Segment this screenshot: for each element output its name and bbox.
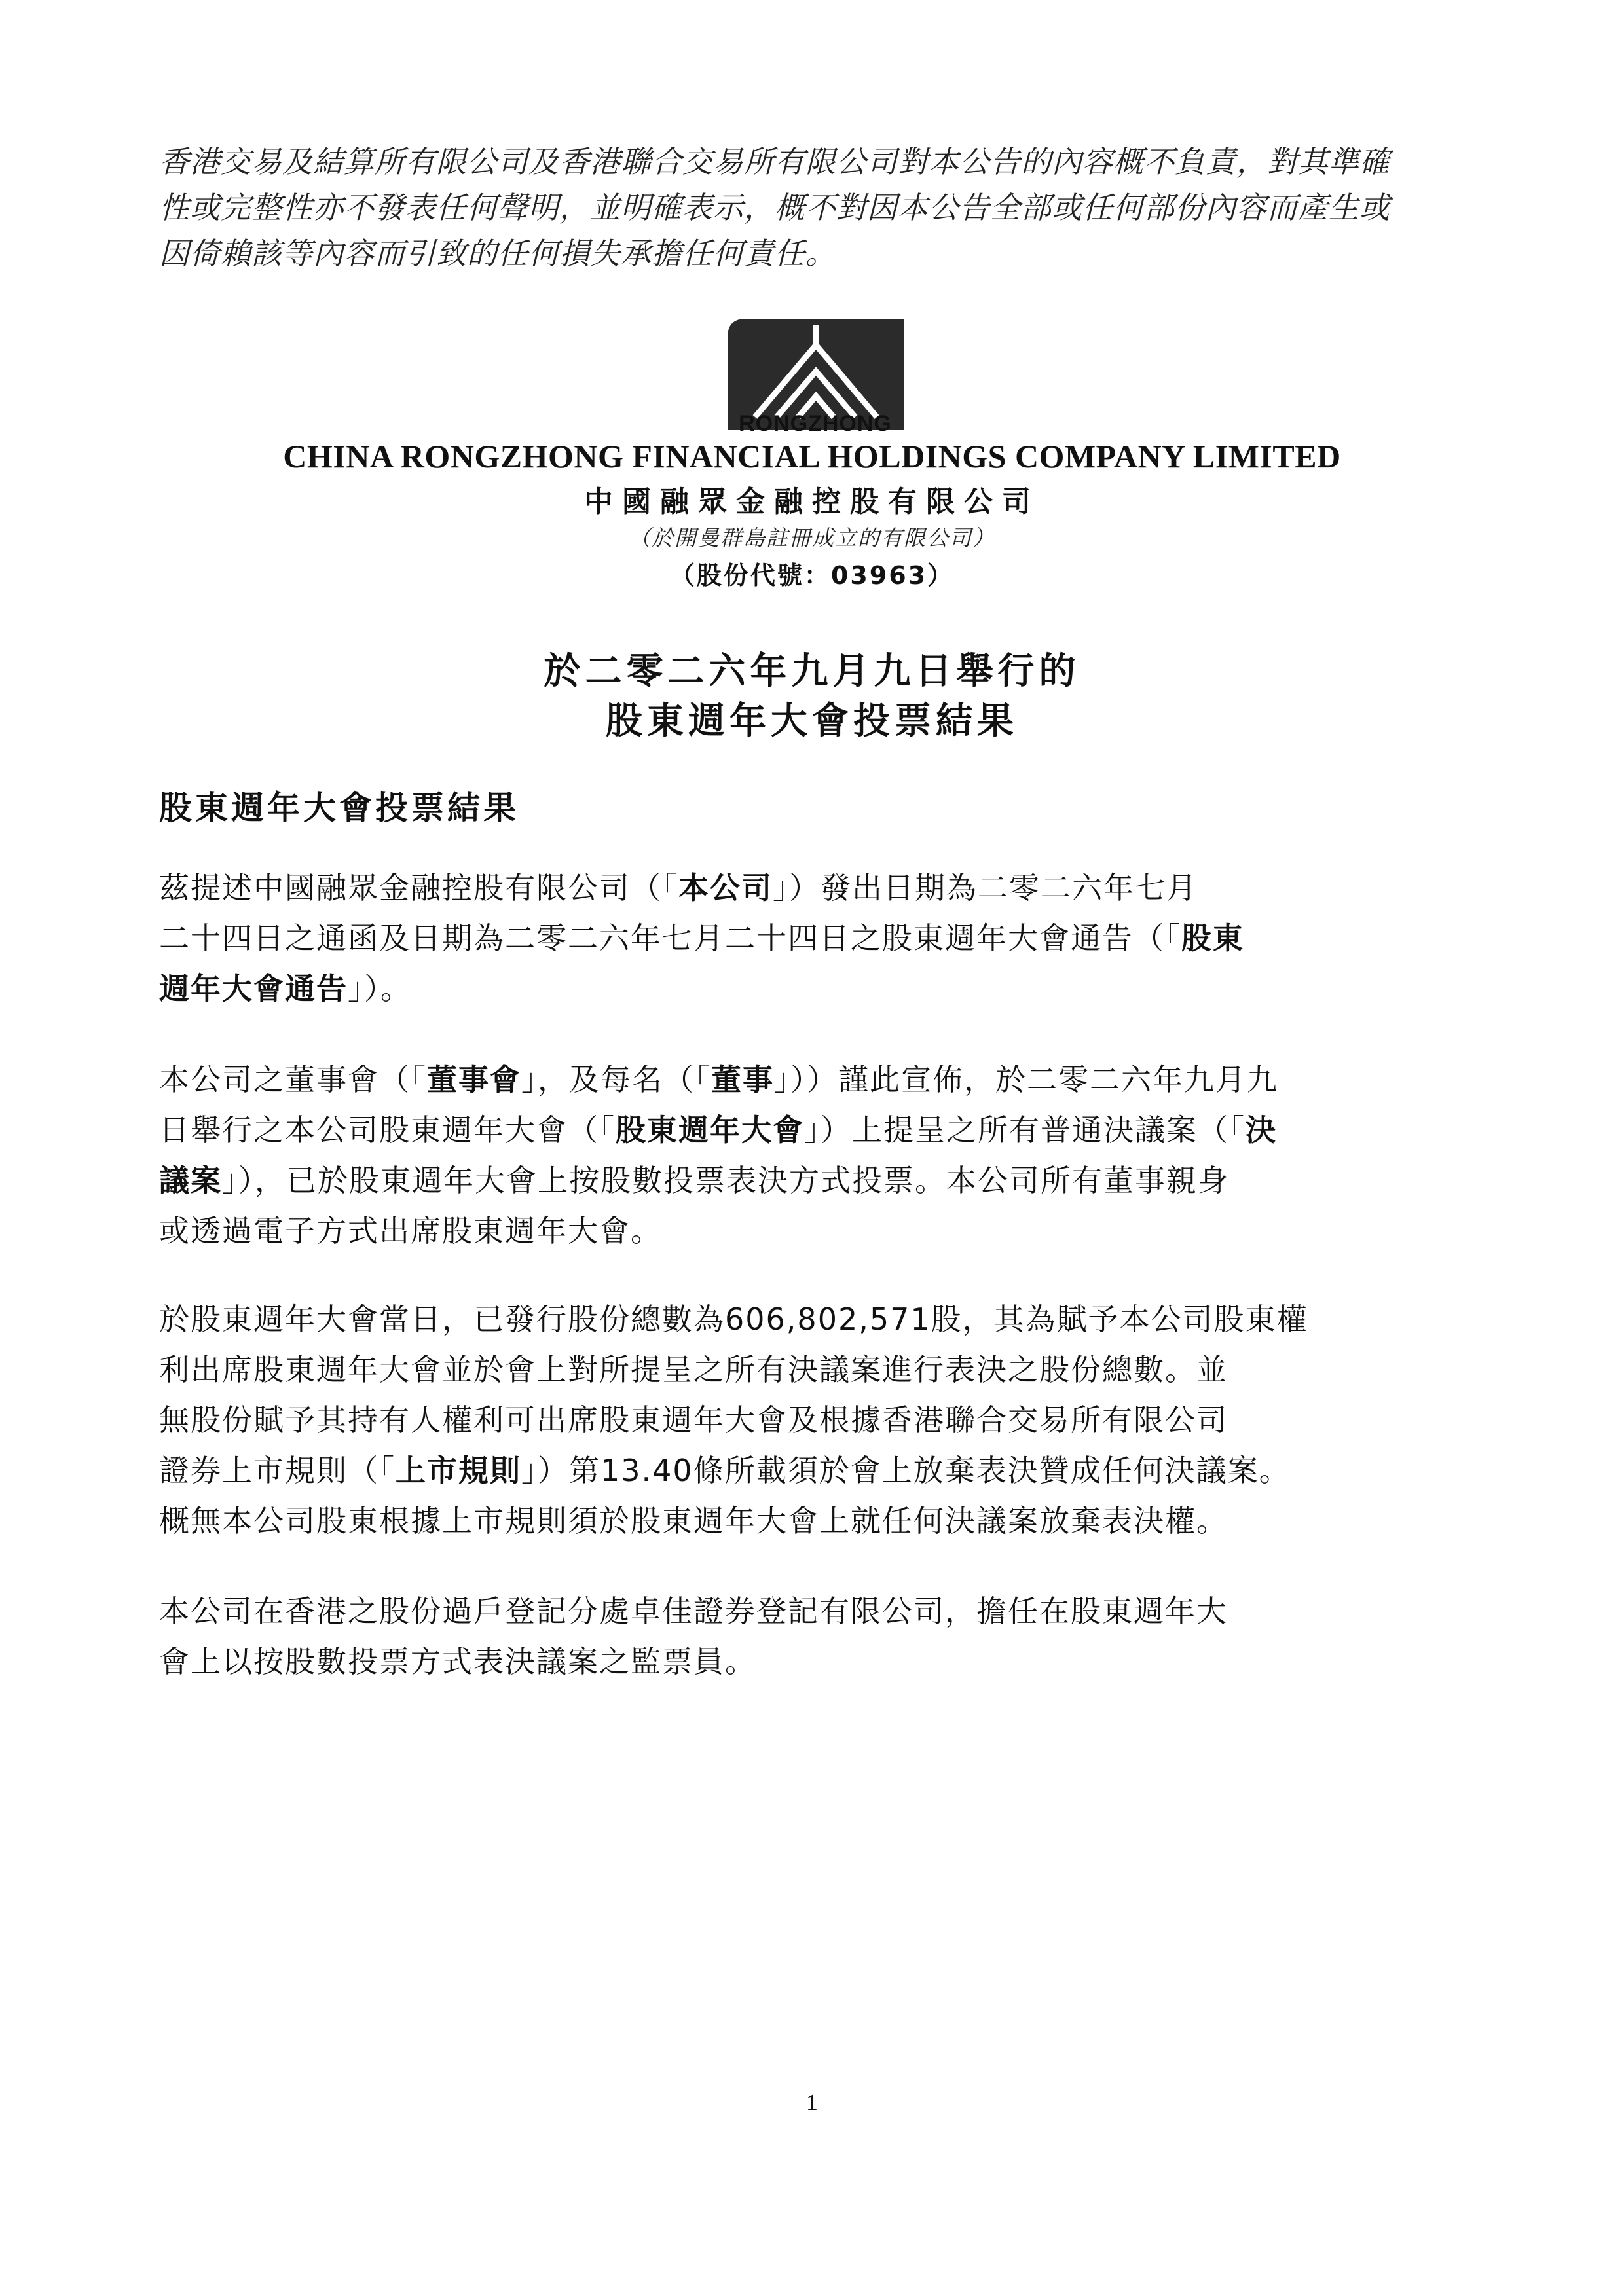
paragraph-line: 概無本公司股東根據上市規則須於股東週年大會上就任何決議案放棄表決權。 (159, 1503, 1228, 1539)
paragraph-line: 無股份賦予其持有人權利可出席股東週年大會及根據香港聯合交易所有限公司 (159, 1402, 1228, 1438)
announcement-title (0, 647, 1624, 746)
disclaimer-line: 性或完整性亦不發表任何聲明，並明確表示，概不對因本公告全部或任何部份內容而產生或 (159, 190, 1390, 225)
paragraph-announcement (159, 1055, 1475, 1256)
paragraph-line: 日舉行之本公司股東週年大會（「股東週年大會」）上提呈之所有普通決議案（「決 (159, 1112, 1277, 1148)
paragraph-line: 或透過電子方式出席股東週年大會。 (159, 1213, 662, 1248)
disclaimer-line: 因倚賴該等內容而引致的任何損失承擔任何責任。 (159, 236, 836, 271)
company-name-chinese: 中國融眾金融控股有限公司 (584, 485, 1040, 519)
title-line: 股東週年大會投票結果 (606, 700, 1018, 742)
paragraph-line: 茲提述中國融眾金融控股有限公司（「本公司」）發出日期為二零二六年七月 (159, 870, 1198, 905)
paragraph-line: 會上以按股數投票方式表決議案之監票員。 (159, 1644, 756, 1679)
company-name-english: CHINA RONGZHONG FINANCIAL HOLDINGS COMPANY LIMITED (283, 438, 1341, 475)
paragraph-scrutineer (159, 1586, 1475, 1687)
disclaimer-line: 香港交易及結算所有限公司及香港聯合交易所有限公司對本公告的內容概不負責，對其準確 (159, 144, 1390, 179)
stock-code: （股份代號：03963） (669, 561, 955, 590)
paragraph-line: 議案」），已於股東週年大會上按股數投票表決方式投票。本公司所有董事親身 (159, 1163, 1229, 1198)
paragraph-line: 本公司在香港之股份過戶登記分處卓佳證券登記有限公司，擔任在股東週年大 (159, 1594, 1228, 1629)
incorporation-note: （於開曼群島註冊成立的有限公司） (629, 525, 995, 551)
paragraph-line: 於股東週年大會當日，已發行股份總數為606,802,571股，其為賦予本公司股東權 (159, 1302, 1308, 1337)
paragraph-shares (159, 1294, 1475, 1546)
title-line: 於二零二六年九月九日舉行的 (544, 650, 1080, 693)
paragraph-line: 週年大會通告」）。 (159, 971, 412, 1006)
paragraph-line: 本公司之董事會（「董事會」，及每名（「董事」））謹此宣佈，於二零二六年九月九 (159, 1062, 1278, 1097)
disclaimer (159, 139, 1475, 276)
page-number: 1 (806, 2089, 818, 2115)
logo-wordmark: RONGZHONG (739, 411, 892, 436)
section-heading: 股東週年大會投票結果 (159, 789, 519, 827)
paragraph-line: 利出席股東週年大會並於會上對所提呈之所有決議案進行表決之股份總數。並 (159, 1352, 1228, 1387)
paragraph-line: 證券上市規則（「上市規則」）第13.40條所載須於會上放棄表決贊成任何決議案。 (159, 1453, 1291, 1488)
paragraph-reference (159, 863, 1475, 1014)
paragraph-line: 二十四日之通函及日期為二零二六年七月二十四日之股東週年大會通告（「股東 (159, 920, 1244, 956)
